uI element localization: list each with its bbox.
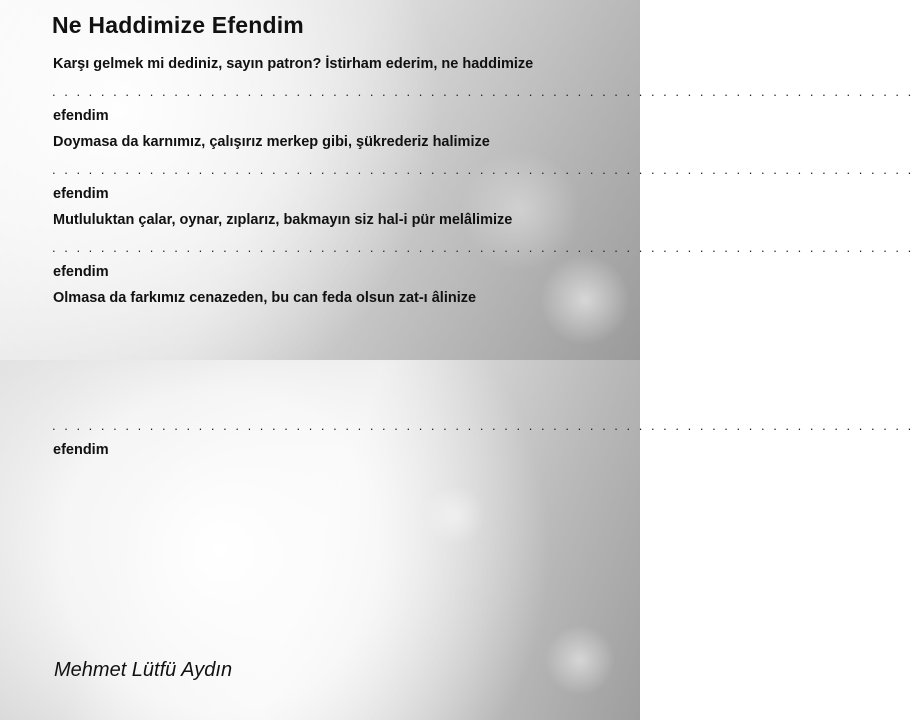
poem-refrain-4: efendim [53, 442, 109, 458]
poem-refrain-2: efendim [53, 186, 109, 202]
dotted-separator: . . . . . . . . . . . . . . . . . . . . . . . . . . . . . . . . . . . . . . . . . . . . . . . . . . . . . . . . . . . . . . . . . . . . . . . [52, 162, 914, 177]
dotted-separator: . . . . . . . . . . . . . . . . . . . . . . . . . . . . . . . . . . . . . . . . . . . . . . . . . . . . . . . . . . . . . . . . . . . . . . . [52, 418, 914, 433]
author-signature: Mehmet Lütfü Aydın [54, 659, 233, 681]
poem-refrain-1: efendim [53, 108, 109, 124]
poem-line-2: Doymasa da karnımız, çalışırız merkep gibi, şükrederiz halimize [53, 134, 490, 150]
poem-card-bottom [0, 360, 914, 720]
dotted-separator: . . . . . . . . . . . . . . . . . . . . . . . . . . . . . . . . . . . . . . . . . . . . . . . . . . . . . . . . . . . . . . . . . . . . . . . [52, 84, 914, 99]
poem-line-4: Olmasa da farkımız cenazeden, bu can feda olsun zat-ı âlinize [53, 290, 477, 306]
dotted-separator: . . . . . . . . . . . . . . . . . . . . . . . . . . . . . . . . . . . . . . . . . . . . . . . . . . . . . . . . . . . . . . . . . . . . . . . [52, 240, 914, 255]
poem-line-3: Mutluluktan çalar, oynar, zıplarız, bakmayın siz hal-i pür melâlimize [53, 212, 513, 228]
poem-title: Ne Haddimize Efendim [52, 12, 304, 38]
poem-line-1: Karşı gelmek mi dediniz, sayın patron? İstirham ederim, ne haddimize [53, 56, 534, 72]
poem-refrain-3: efendim [53, 264, 109, 280]
